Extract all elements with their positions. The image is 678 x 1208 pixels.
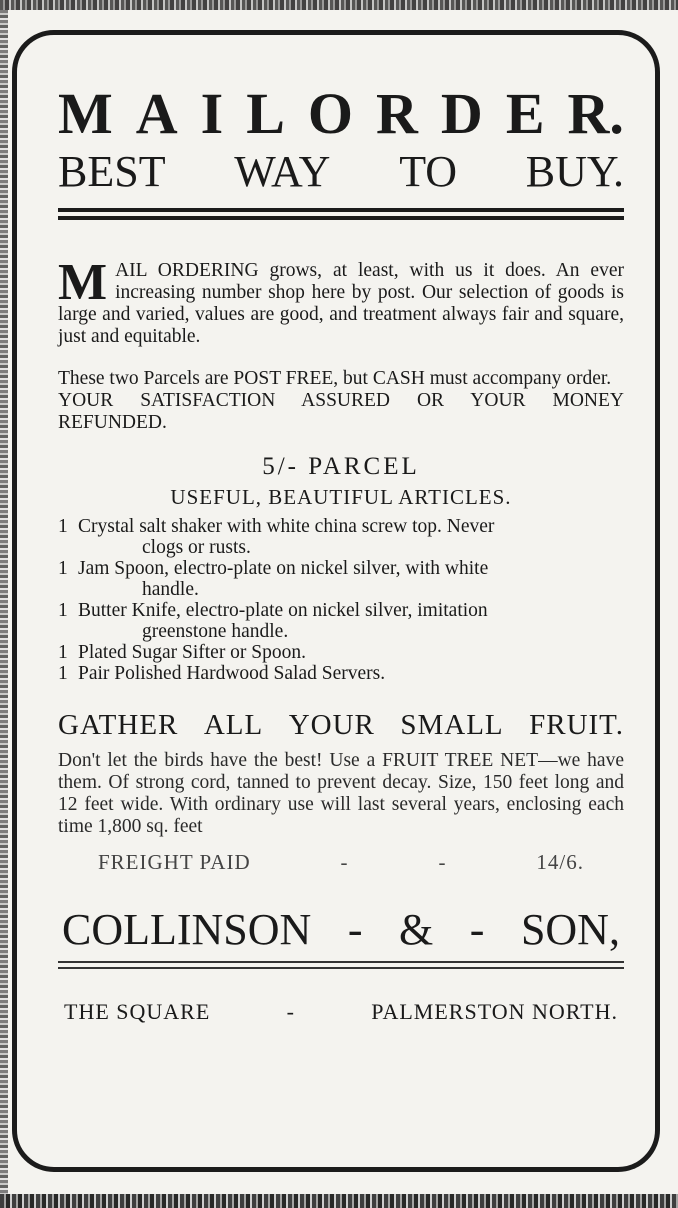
- parcel-item-list: [58, 516, 624, 684]
- address-dash: -: [286, 999, 295, 1024]
- item-text-continued: handle.: [142, 579, 199, 600]
- freight-label: FREIGHT PAID: [98, 850, 251, 874]
- item-quantity: 1: [58, 516, 68, 537]
- double-rule: [58, 961, 624, 969]
- terms-paragraph: These two Parcels are POST FREE, but CASH must accompany order.: [58, 368, 612, 389]
- fruit-heading-word: FRUIT.: [529, 709, 624, 741]
- item-text: Jam Spoon, electro-plate on nickel silver, with white: [78, 558, 489, 579]
- item-text: Pair Polished Hardwood Salad Servers.: [78, 663, 386, 684]
- item-text: Crystal salt shaker with white china screw top. Never: [78, 516, 495, 537]
- address-line: [58, 999, 624, 1025]
- parcel-subheading: USEFUL, BEAUTIFUL ARTICLES.: [170, 485, 512, 509]
- address-street: THE SQUARE: [64, 999, 211, 1024]
- item-quantity: 1: [58, 558, 68, 579]
- list-item: [58, 600, 624, 642]
- fruit-net-paragraph: Don't let the birds have the best! Use a FRUIT TREE NET—we have them. Of strong cord, tanned to prevent decay. Size, 150 feet long and 12 feet wide. With ordinary use will last several years, enclosing each time 1,800 sq. feet: [58, 750, 624, 837]
- fruit-heading-word: ALL: [203, 709, 264, 741]
- double-rule: [58, 208, 624, 220]
- list-item: [58, 558, 624, 600]
- list-item: [58, 642, 624, 663]
- firm-name-word: -: [347, 905, 363, 954]
- address-town: PALMERSTON NORTH.: [371, 999, 618, 1024]
- firm-name-word: -: [469, 905, 485, 954]
- fruit-heading-word: GATHER: [58, 709, 179, 741]
- item-text-continued: clogs or rusts.: [142, 537, 251, 558]
- freight-line: [58, 850, 624, 875]
- headline-mailorder: [58, 82, 624, 146]
- headline-letter: R.: [567, 81, 624, 146]
- firm-name-word: COLLINSON: [62, 905, 312, 954]
- item-text: Butter Knife, electro-plate on nickel silver, imitation: [78, 600, 488, 621]
- headline-letter: L: [246, 81, 285, 146]
- firm-name-word: SON,: [520, 905, 620, 954]
- list-item: [58, 516, 624, 558]
- item-text: Plated Sugar Sifter or Spoon.: [78, 642, 307, 663]
- headline-letter: E: [505, 81, 545, 146]
- guarantee-paragraph: YOUR SATISFACTION ASSURED OR YOUR MONEY REFUNDED.: [58, 390, 624, 433]
- freight-price: 14/6.: [536, 850, 584, 874]
- fruit-heading-word: YOUR: [288, 709, 375, 741]
- item-text-continued: greenstone handle.: [142, 621, 289, 642]
- headline-letter: R: [376, 81, 418, 146]
- intro-text: AIL ORDERING grows, at least, with us it does. An ever increasing number shop here by post. Our selection of goods is large and varied, values are good, and treatment always fair and square, just and equitable.: [58, 260, 624, 347]
- subheadline-word: BUY.: [525, 147, 624, 196]
- freight-dash: -: [340, 850, 349, 874]
- intro-paragraph: [58, 254, 624, 348]
- subheadline-word: BEST: [58, 147, 166, 196]
- firm-name-word: &: [399, 905, 434, 954]
- subheadline: [58, 146, 624, 198]
- fruit-heading: [58, 708, 624, 742]
- fruit-heading-word: SMALL: [400, 709, 504, 741]
- subheadline-word: TO: [399, 147, 458, 196]
- item-quantity: 1: [58, 663, 68, 684]
- freight-dash: -: [438, 850, 447, 874]
- page-edge-left: [0, 10, 8, 1194]
- drop-cap: M: [58, 254, 108, 311]
- item-quantity: 1: [58, 600, 68, 621]
- headline-letter: O: [307, 81, 354, 146]
- parcel-heading: 5/- PARCEL: [262, 453, 420, 480]
- firm-name: [58, 905, 624, 955]
- list-item: [58, 663, 624, 684]
- headline-letter: I: [200, 81, 224, 146]
- item-quantity: 1: [58, 642, 68, 663]
- advertisement-content: [58, 82, 624, 1025]
- subheadline-word: WAY: [234, 147, 331, 196]
- headline-letter: M: [58, 81, 113, 146]
- headline-letter: D: [440, 81, 483, 146]
- page-edge-bottom: [0, 1194, 678, 1208]
- page-edge-top: [0, 0, 678, 10]
- headline-letter: A: [135, 81, 178, 146]
